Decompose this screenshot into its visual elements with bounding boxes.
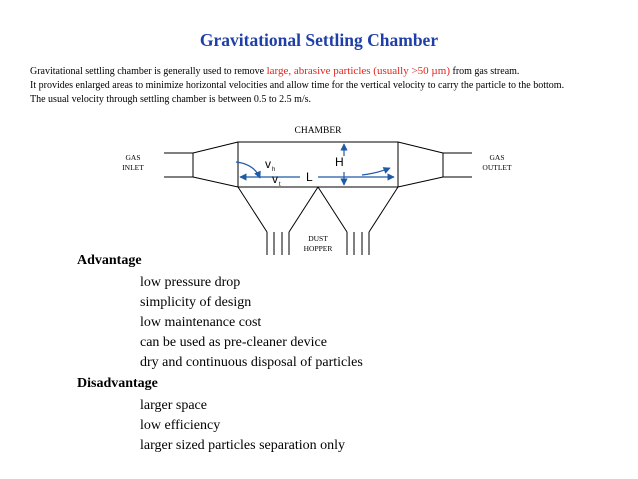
particle-size-highlight: large, abrasive particles (usually >50 µm) xyxy=(266,65,450,77)
intro-line-3: The usual velocity through settling chamber is between 0.5 to 2.5 m/s. xyxy=(30,94,312,105)
settling-chamber-diagram xyxy=(100,120,540,260)
right-hopper-right xyxy=(369,187,398,232)
inlet-transition-bottom xyxy=(193,177,238,187)
list-item: simplicity of design xyxy=(140,295,252,310)
particle-trajectory-right xyxy=(362,168,390,175)
gas-outlet-label-2: OUTLET xyxy=(482,163,512,172)
dust-hopper-label-1: DUST xyxy=(308,234,328,243)
page-title: Gravitational Settling Chamber xyxy=(199,30,439,50)
gas-inlet-label-2: INLET xyxy=(122,163,144,172)
list-item: low maintenance cost xyxy=(140,315,262,330)
chamber-label: CHAMBER xyxy=(294,126,342,136)
list-item: larger sized particles separation only xyxy=(140,438,345,453)
disadvantage-heading: Disadvantage xyxy=(77,376,158,391)
list-item: dry and continuous disposal of particles xyxy=(140,355,363,370)
gas-outlet-label-1: GAS xyxy=(489,153,505,162)
outlet-transition-top xyxy=(398,142,443,153)
list-item: larger space xyxy=(140,398,207,413)
inlet-transition-top xyxy=(193,142,238,153)
length-label: L xyxy=(306,170,313,184)
right-hopper-left xyxy=(318,187,347,232)
list-item: can be used as pre-cleaner device xyxy=(140,335,327,350)
gas-inlet-label-1: GAS xyxy=(125,153,141,162)
list-item: low efficiency xyxy=(140,418,221,433)
list-item: low pressure drop xyxy=(140,275,241,290)
horizontal-velocity-subscript: h xyxy=(272,167,276,173)
left-hopper-left xyxy=(238,187,267,232)
horizontal-velocity-symbol: v xyxy=(265,157,271,171)
disadvantage-list xyxy=(140,396,345,456)
advantage-heading: Advantage xyxy=(77,253,142,268)
intro-line-2: It provides enlarged areas to minimize horizontal velocities and allow time for the vertical velocity to carry the particle to the bottom. xyxy=(30,80,565,91)
left-hopper-right xyxy=(289,187,318,232)
intro-line-1 xyxy=(30,64,630,79)
intro-line-1-start: Gravitational settling chamber is generally used to remove xyxy=(30,66,267,77)
outlet-transition-bottom xyxy=(398,177,443,187)
height-label: H xyxy=(335,155,344,169)
advantage-list xyxy=(140,273,363,373)
terminal-velocity-subscript: t xyxy=(279,182,281,188)
particle-trajectory-left xyxy=(236,162,260,178)
intro-line-1-end: from gas stream. xyxy=(449,66,520,77)
intro-paragraph xyxy=(30,64,630,107)
terminal-velocity-symbol: v xyxy=(272,172,278,186)
dust-hopper-label-2: HOPPER xyxy=(303,244,333,253)
chamber-box xyxy=(238,142,398,187)
